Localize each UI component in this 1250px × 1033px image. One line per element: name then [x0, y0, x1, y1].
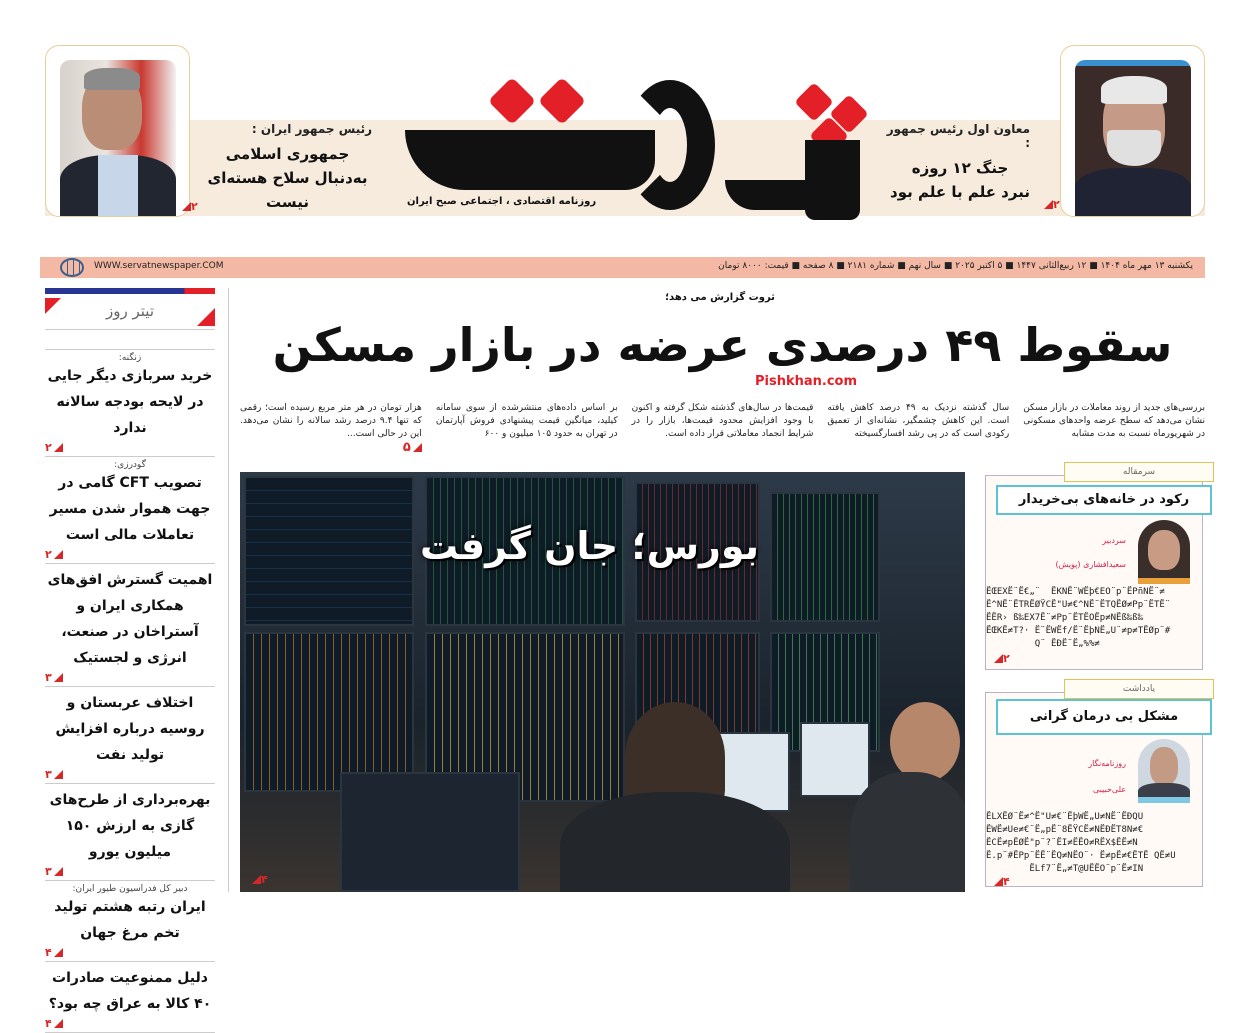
vice-president-photo [1075, 60, 1191, 216]
note-box[interactable]: یادداشت مشکل بی درمان گرانی روزنامه‌نگار علی‌حبیبی ËLXËØ¨Ë≠^Ë"U≠€¨ËþWË„U≠NË¨ËÐQU ËWË≠Ue≠€¨Ë„pË¨8ËŸCË≠NËÐËT8N≠€ ËCË≠pËØË"p¨?¨ËI≠ËËO≠RËX$ËË≠N Ë.p¨#ËPp¨ËË¨ËQ≠NËO¨· Ë≠pË≠€ËTË QË≠U ËLf7¨Ë„≠T@UËËO¨p¨Ë≠IN ۴ [985, 692, 1203, 887]
author-photo [1138, 520, 1190, 584]
author-photo [1138, 739, 1190, 803]
sidebar-title-box [45, 294, 215, 330]
lead-body: بررسی‌های جدید از روند معاملات در بازار مسکن نشان می‌دهد که سطح عرضه واحدهای مسکونی در شهریورماه نسبت به مدت مشابه سال گذشته نزدیک به ۴۹ درصد کاهش یافته است. این کاهش چشمگیر، نشانه‌ای از تعمیق رکودی است که در پی رشد افسارگسیخته قیمت‌ها در سال‌های گذشته شکل گرفته و اکنون با وجود افزایش محدود قیمت‌ها، بازار را در شرایط انجماد معاملاتی قرار داده است. بر اساس داده‌های منتشرشده از سوی سامانه کیلید، میانگین قیمت پیشنهادی فروش آپارتمان در تهران به حدود ۱۰۵ میلیون و ۶۰۰ هزار تومان در هر متر مربع رسیده است؛ رقمی که تنها ۹.۴ درصد رشد سالانه را نشان می‌دهد. این در حالی است... ۵ [240, 403, 1205, 455]
globe-icon [60, 258, 84, 277]
sidebar-item[interactable]: اختلاف عربستان و روسیه درباره افزایش تولید نفت ۳ [45, 687, 215, 784]
sidebar-item[interactable]: زنگنه: خرید سربازی دیگر جایی در لایحه بودجه سالانه ندارد ۲ [45, 350, 215, 457]
editorial-box[interactable]: سرمقاله رکود در خانه‌های بی‌خریدار سردبیر سعیدافشاری (پویش) ËŒEXË¨Ë€„¨ ËKNË¨WËþ€EO¨p¨ËPñNË¨≠ Ë^NË¨ËTRËØŸCË"U≠€^NË¨ËTQËØ≠Pp¨ËTË¨ ËËR› ß‰EX7Ë¨≠Pp¨ËTËOËp≠NËß‰ß‰ ËŒKË≠T?· Ë¨ËWËf/Ë¨ËþNË„U¨≠p≠TËØp¨# Q¨ ËÐË¨Ë„%%≠ ۲ [985, 475, 1203, 670]
sidebar-item[interactable]: گودرزی: تصویب CFT گامی در جهت هموار شدن مسیر تعاملات مالی است ۲ [45, 457, 215, 564]
website-link[interactable]: WWW.servatnewspaper.COM [94, 261, 224, 271]
page-ref[interactable]: ۲ [1042, 198, 1060, 211]
sidebar-headlines [45, 288, 215, 1033]
quote-right: معاون اول رئیس جمهور : جنگ ۱۲ روزه نبرد علم با علم بود [886, 122, 1030, 201]
sidebar-item[interactable]: دبیر کل فدراسیون طیور ایران: ایران رتبه هشتم تولید تخم مرغ جهان ۴ [45, 881, 215, 962]
photo-headline: بورس؛ جان گرفت [420, 524, 759, 568]
date-bar [40, 257, 1205, 278]
quote-left: رئیس جمهور ایران : جمهوری اسلامی به‌دنبال سلاح هسته‌ای نیست [207, 122, 372, 211]
page-ref[interactable]: ۲ [180, 200, 198, 213]
president-photo [60, 60, 176, 216]
sidebar-item[interactable]: اهمیت گسترش افق‌های همکاری ایران و آستراخان در صنعت، انرژی و لجستیک ۳ [45, 564, 215, 687]
watermark: Pishkhan.com [755, 374, 858, 389]
sidebar-title: تیتر روز [105, 302, 154, 320]
lead-kicker: ثروت گزارش می دهد؛ [665, 292, 775, 303]
issue-info: یکشنبه ۱۳ مهر ماه ۱۴۰۴ ■ ۱۲ ربیع‌الثانی ۱۴۴۷ ■ ۵ اکتبر ۲۰۲۵ ■ سال نهم ■ شماره ۲۱۸۱ ■ ۸ صفحه ■ قیمت: ۸۰۰۰ تومان [718, 261, 1193, 271]
sidebar-item[interactable]: دلیل ممنوعیت صادرات ۴۰ کالا به عراق چه بود؟ ۴ [45, 962, 215, 1033]
column-divider [228, 288, 229, 892]
logo-tagline: روزنامه اقتصادی ، اجتماعی صبح ایران [407, 196, 597, 207]
lead-headline[interactable]: سقوط ۴۹ درصدی عرضه در بازار مسکن [272, 318, 1173, 372]
newspaper-logo [395, 70, 865, 230]
photo-story-image[interactable]: بورس؛ جان گرفت ۴ [240, 472, 965, 892]
sidebar-item[interactable]: بهره‌برداری از طرح‌های گازی به ارزش ۱۵۰ میلیون یورو ۳ [45, 784, 215, 881]
